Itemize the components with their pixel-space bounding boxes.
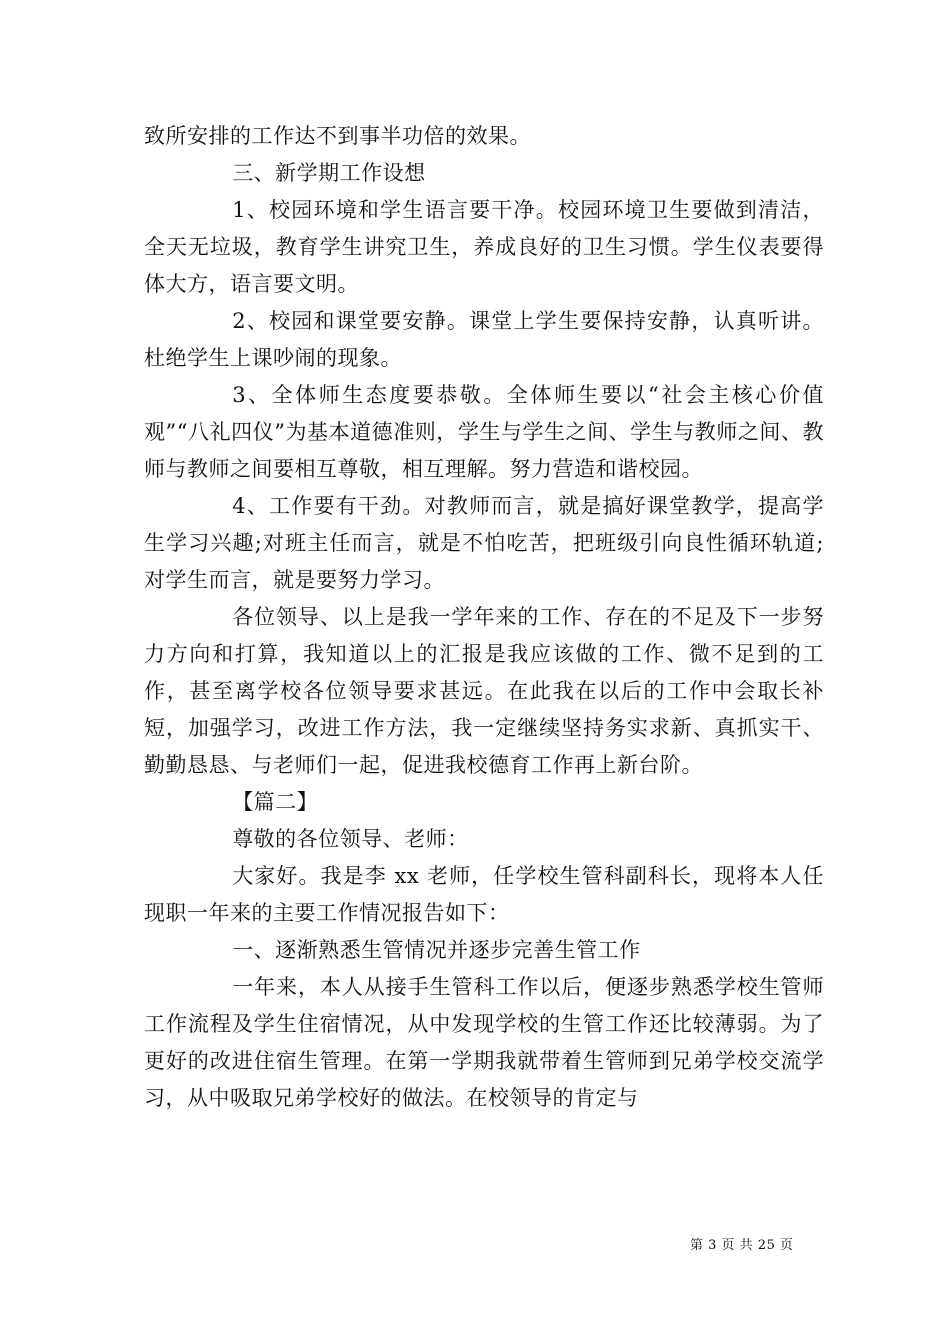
chapter-heading: 【篇二】 (232, 790, 319, 814)
document-body (144, 118, 824, 1117)
paragraph-item-4: 4、工作要有干劲。对教师而言，就是搞好课堂教学，提高学生学习兴趣;对班主任而言，就是不怕吃苦，把班级引向良性循环轨道;对学生而言，就是要努力学习。 (144, 494, 824, 592)
paragraph-intro: 大家好。我是李 xx 老师，任学校生管科副科长，现将本人任现职一年来的主要工作情况报告如下： (144, 864, 824, 925)
paragraph-closing: 各位领导、以上是我一学年来的工作、存在的不足及下一步努力方向和打算，我知道以上的汇报是我应该做的工作、微不足到的工作，甚至离学校各位领导要求甚远。在此我在以后的工作中会取长补短，加强学习，改进工作方法，我一定继续坚持务实求新、真抓实干、勤勤恳恳、与老师们一起，促进我校德育工作再上新台阶。 (144, 605, 824, 777)
salutation: 尊敬的各位领导、老师： (232, 827, 469, 851)
paragraph-item-3: 3、全体师生态度要恭敬。全体师生要以“社会主核心价值观”“八礼四仪”为基本道德准则，学生与学生之间、学生与教师之间、教师与教师之间要相互尊敬，相互理解。努力营造和谐校园。 (144, 383, 824, 481)
section-heading-1: 一、逐渐熟悉生管情况并逐步完善生管工作 (232, 938, 641, 962)
paragraph-body: 一年来，本人从接手生管科工作以后，便逐步熟悉学校生管师工作流程及学生住宿情况，从中发现学校的生管工作还比较薄弱。为了更好的改进住宿生管理。在第一学期我就带着生管师到兄弟学校交流学习，从中吸取兄弟学校好的做法。在校领导的肯定与 (144, 975, 824, 1110)
paragraph-item-1: 1、校园环境和学生语言要干净。校园环境卫生要做到清洁，全天无垃圾，教育学生讲究卫生，养成良好的卫生习惯。学生仪表要得体大方，语言要文明。 (144, 198, 824, 296)
paragraph-item-2: 2、校园和课堂要安静。课堂上学生要保持安静，认真听讲。杜绝学生上课吵闹的现象。 (144, 309, 824, 370)
page-number: 第 3 页 共 25 页 (690, 1238, 794, 1253)
paragraph-continuation: 致所安排的工作达不到事半功倍的效果。 (144, 124, 531, 148)
section-heading-plans: 三、新学期工作设想 (232, 161, 426, 185)
